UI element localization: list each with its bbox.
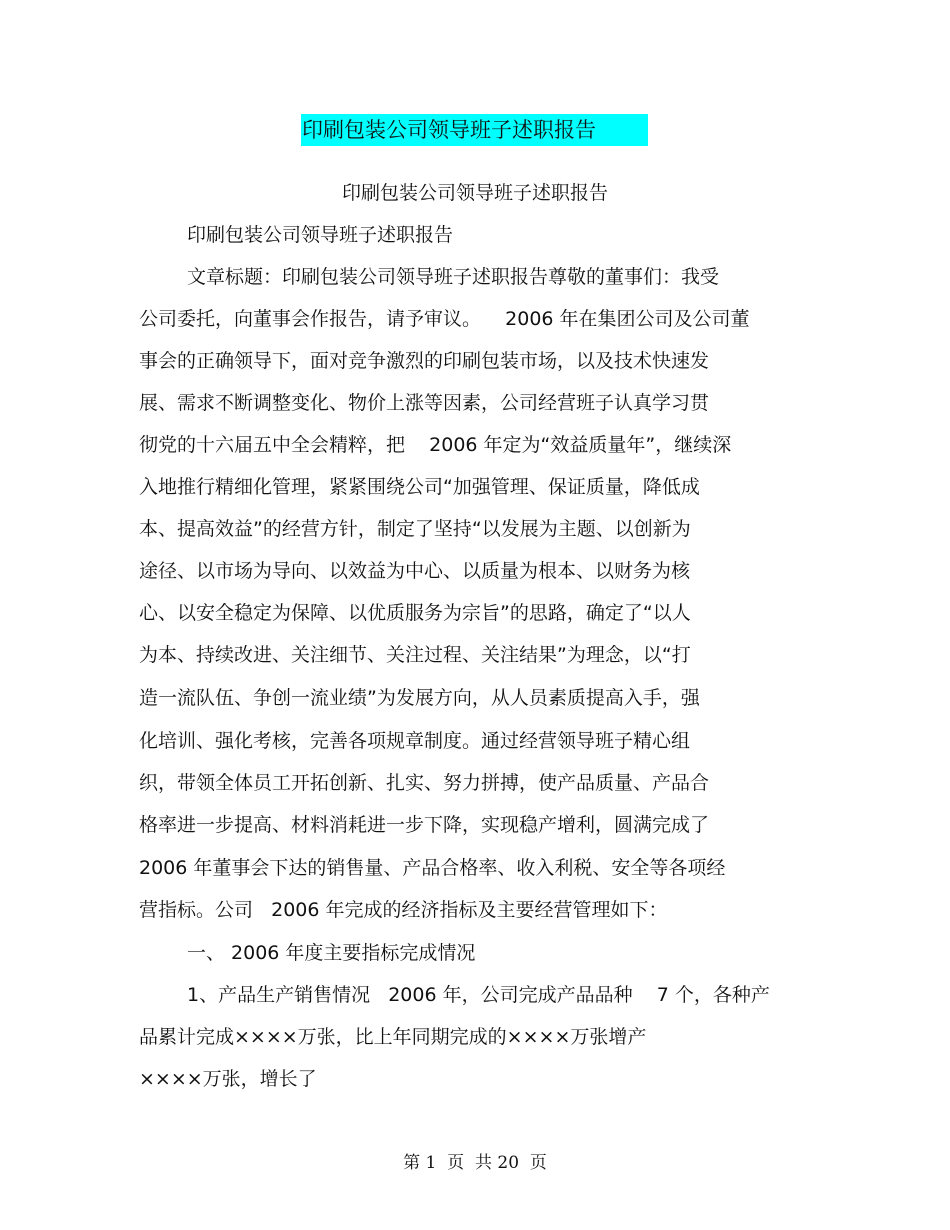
body-line: 1、产品生产销售情况 2006 年，公司完成产品品种 7 个，各种产 [187,984,770,1006]
body-line: 途径、以市场为导向、以效益为中心、以质量为根本、以财务为核 [139,560,691,582]
page-footer: 第 1 页 共 20 页 [403,1153,547,1173]
body-line: ××××万张，增长了 [139,1068,317,1090]
body-line: 为本、持续改进、关注细节、关注过程、关注结果”为理念，以“打 [139,644,691,666]
body-line: 入地推行精细化管理，紧紧围绕公司“加强管理、保证质量，降低成 [139,476,700,498]
body-line: 织，带领全体员工开拓创新、扎实、努力拼搏，使产品质量、产品合 [139,772,710,794]
section-heading: 一、 2006 年度主要指标完成情况 [187,942,476,964]
body-line: 公司委托，向董事会作报告，请予审议。 2006 年在集团公司及公司董 [139,308,750,330]
document-subtitle: 印刷包装公司领导班子述职报告 [341,182,608,204]
highlighted-title: 印刷包装公司领导班子述职报告 [301,114,648,146]
body-line: 造一流队伍、争创一流业绩”为发展方向，从人员素质提高入手，强 [139,687,700,709]
body-line: 事会的正确领导下，面对竞争激烈的印刷包装市场，以及技术快速发 [139,350,710,372]
body-line: 品累计完成××××万张，比上年同期完成的××××万张增产 [139,1026,647,1048]
body-line: 2006 年董事会下达的销售量、产品合格率、收入利税、安全等各项经 [139,857,726,879]
body-line: 文章标题：印刷包装公司领导班子述职报告尊敬的董事们：我受 [187,266,720,288]
body-line: 营指标。公司 2006 年完成的经济指标及主要经营管理如下： [139,899,668,921]
body-line: 展、需求不断调整变化、物价上涨等因素，公司经营班子认真学习贯 [139,392,710,414]
body-line: 格率进一步提高、材料消耗进一步下降，实现稳产增利，圆满完成了 [139,814,710,836]
body-line: 印刷包装公司领导班子述职报告 [187,224,454,246]
body-line: 本、提高效益”的经营方针，制定了坚持“以发展为主题、以创新为 [139,518,691,540]
body-line: 化培训、强化考核，完善各项规章制度。通过经营领导班子精心组 [139,730,691,752]
body-line: 彻党的十六届五中全会精粹，把 2006 年定为“效益质量年”，继续深 [139,434,732,456]
body-line: 心、以安全稳定为保障、以优质服务为宗旨”的思路，确定了“以人 [139,602,691,624]
